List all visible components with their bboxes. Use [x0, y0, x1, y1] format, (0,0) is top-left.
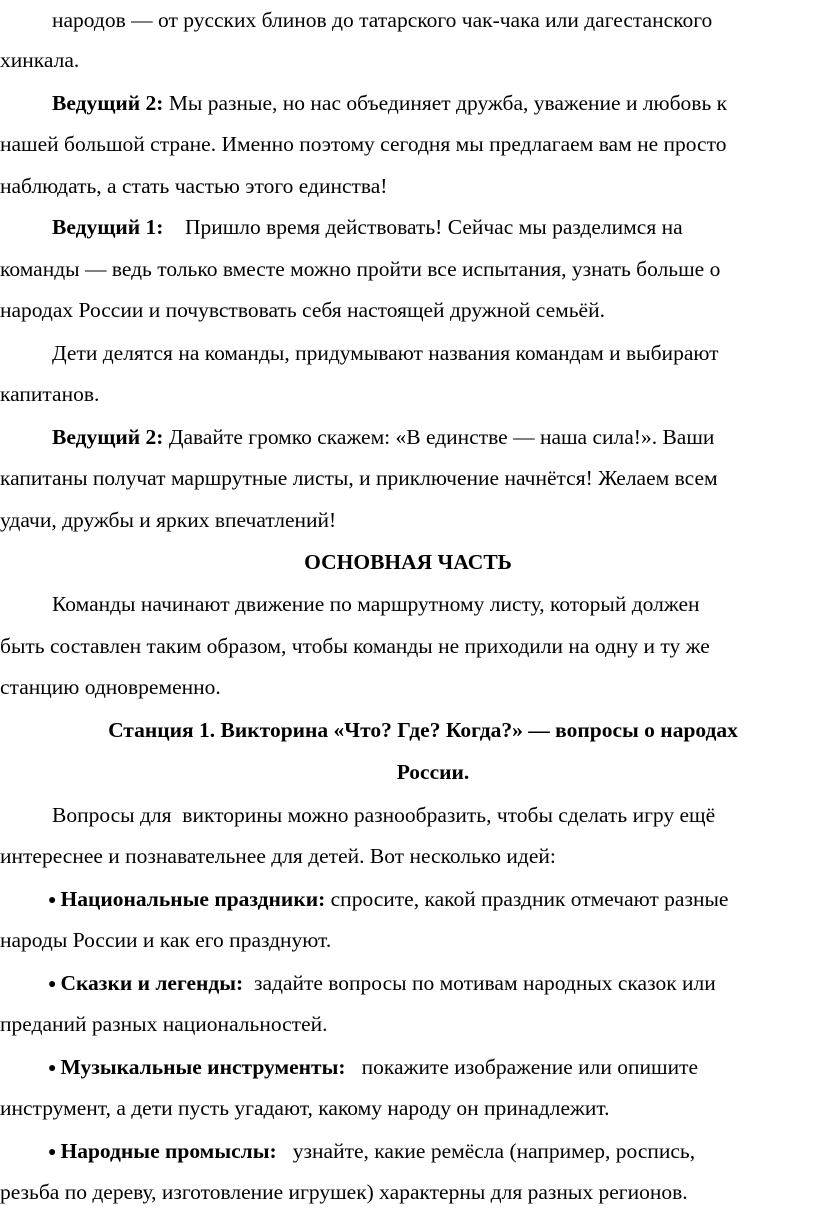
list-item-text: узнайте, какие ремёсла (например, роспись, [276, 1139, 696, 1163]
paragraph-line [0, 166, 816, 206]
paragraph-line [52, 795, 816, 835]
line-text: Команды начинают движение по маршрутному листу, который должен [52, 592, 700, 616]
line-text: народы России и как его празднуют. [0, 928, 332, 952]
list-item-cont [0, 1004, 816, 1044]
bullet-icon: ● [48, 1145, 57, 1160]
bullet-icon: ● [48, 977, 57, 992]
paragraph-line [0, 626, 816, 666]
station-heading [0, 710, 816, 750]
line-text: станцию одновременно. [0, 675, 221, 699]
line-text: Пришло время действовать! Сейчас мы разделимся на [163, 215, 683, 239]
line-text: нашей большой стране. Именно поэтому сегодня мы предлагаем вам не просто [0, 132, 727, 156]
line-text: Вопросы для викторины можно разнообразить, чтобы сделать игру ещё [52, 803, 716, 827]
line-text: Дети делятся на команды, придумывают названия командам и выбирают [52, 341, 719, 365]
list-item-title: Национальные праздники: [60, 887, 326, 911]
heading-text: ОСНОВНАЯ ЧАСТЬ [304, 550, 512, 574]
paragraph-line [52, 333, 816, 373]
paragraph-line [0, 374, 816, 414]
speaker-label: Ведущий 1: [52, 215, 164, 239]
list-item-cont [0, 1088, 816, 1128]
bullet-icon: ● [48, 893, 57, 908]
list-item [48, 963, 816, 1003]
list-item-title: Музыкальные инструменты: [60, 1055, 346, 1079]
line-text: капитанов. [0, 382, 100, 406]
paragraph-line [52, 584, 816, 624]
paragraph-line [52, 83, 816, 123]
line-text: быть составлен таким образом, чтобы команды не приходили на одну и ту же [0, 634, 710, 658]
paragraph-line [0, 124, 816, 164]
list-item-cont [0, 920, 816, 960]
heading-text: России. [396, 760, 470, 784]
list-item-text: спросите, какой праздник отмечают разные [325, 887, 729, 911]
paragraph-line [0, 249, 816, 289]
line-text: инструмент, а дети пусть угадают, какому народу он принадлежит. [0, 1096, 610, 1120]
line-text: капитаны получат маршрутные листы, и приключение начнётся! Желаем всем [0, 466, 718, 490]
line-text: преданий разных национальностей. [0, 1012, 328, 1036]
paragraph-line [52, 417, 816, 457]
paragraph-line [0, 836, 816, 876]
line-text: резьба по дереву, изготовление игрушек) характерны для разных регионов. [0, 1180, 688, 1204]
line-text: интереснее и познавательнее для детей. Вот несколько идей: [0, 844, 556, 868]
list-item [48, 879, 816, 919]
paragraph-line [0, 290, 816, 330]
paragraph-line [0, 458, 816, 498]
speaker-label: Ведущий 2: [52, 91, 164, 115]
line-text: Мы разные, но нас объединяет дружба, уважение и любовь к [163, 91, 728, 115]
line-text: команды — ведь только вместе можно пройти все испытания, узнать больше о [0, 257, 721, 281]
list-item [48, 1047, 816, 1087]
station-heading-cont [0, 752, 816, 792]
paragraph-line [52, 0, 816, 40]
list-item-text: покажите изображение или опишите [345, 1055, 699, 1079]
list-item-title: Сказки и легенды: [60, 971, 244, 995]
list-item-cont [0, 1172, 816, 1212]
line-text: наблюдать, а стать частью этого единства! [0, 174, 388, 198]
list-item-title: Народные промыслы: [60, 1139, 277, 1163]
paragraph-line [0, 40, 816, 80]
paragraph-line [0, 500, 816, 540]
bullet-icon: ● [48, 1061, 57, 1076]
line-text: удачи, дружбы и ярких впечатлений! [0, 508, 337, 532]
paragraph-line [52, 207, 816, 247]
heading-text: Станция 1. Викторина «Что? Где? Когда?» — вопросы о народах [108, 718, 738, 742]
list-item-text: задайте вопросы по мотивам народных сказок или [243, 971, 716, 995]
line-text: народов — от русских блинов до татарского чак-чака или дагестанского [52, 8, 713, 32]
section-heading [0, 542, 816, 582]
list-item [48, 1131, 816, 1171]
paragraph-line [0, 667, 816, 707]
line-text: хинкала. [0, 48, 80, 72]
speaker-label: Ведущий 2: [52, 425, 164, 449]
line-text: народах России и почувствовать себя настоящей дружной семьёй. [0, 298, 605, 322]
line-text: Давайте громко скажем: «В единстве — наша сила!». Ваши [163, 425, 715, 449]
